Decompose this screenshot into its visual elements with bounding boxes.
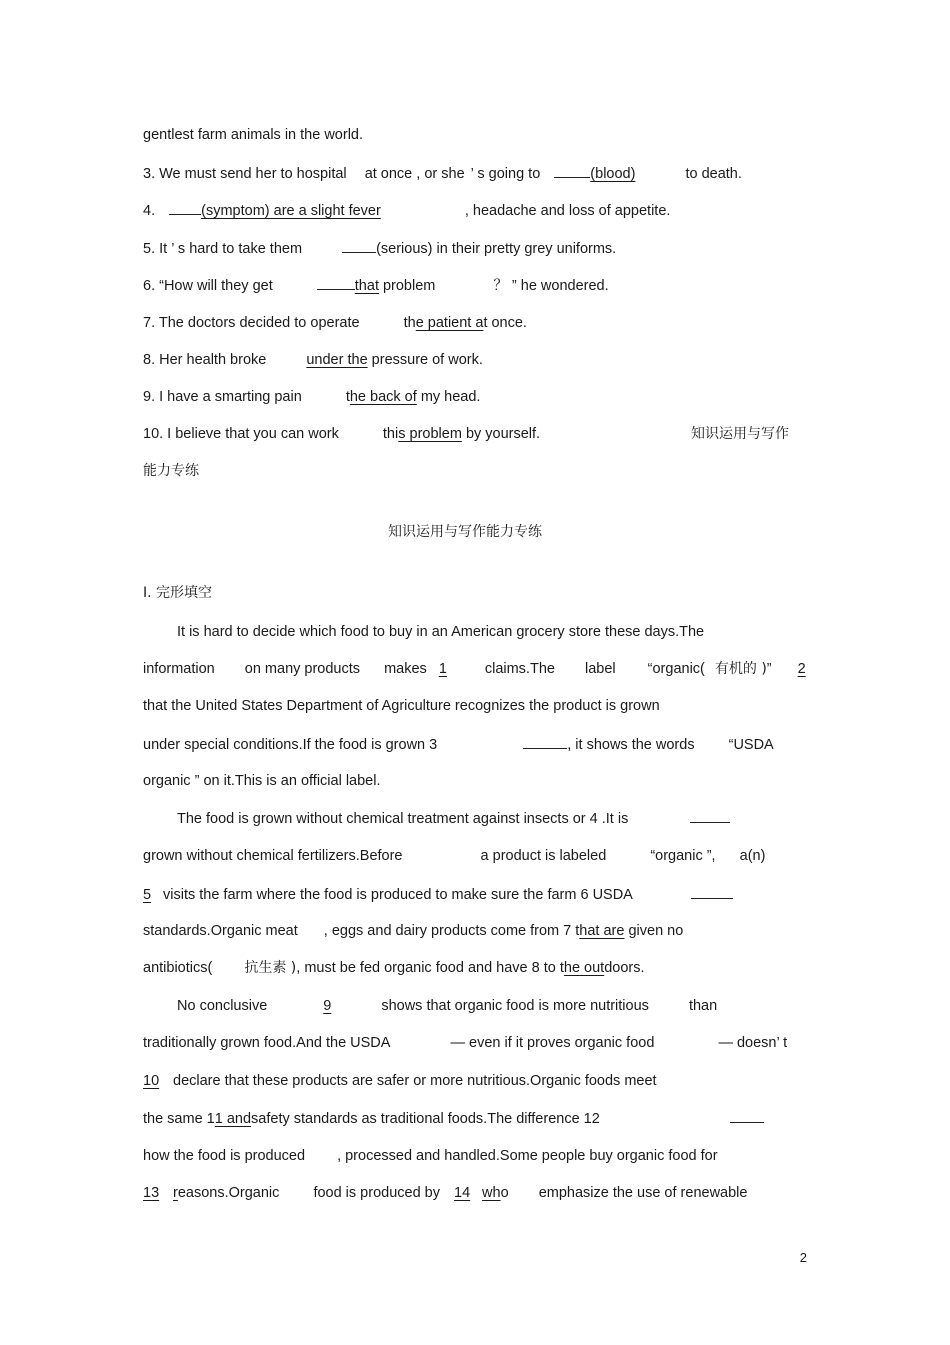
- paragraph-line: that the United States Department of Agriculture recognizes the product is grown: [143, 698, 660, 714]
- answer-blank: [317, 275, 355, 290]
- answer-blank: [691, 884, 733, 899]
- paragraph-line: No conclusive 9 shows that organic food is more nutritious than: [177, 998, 718, 1014]
- paragraph-line: 10 declare that these products are safer or more nutritious.Organic foods meet: [143, 1073, 657, 1089]
- exercise-item-10: 10. I believe that you can work this problem by yourself. 知识运用与写作: [143, 426, 789, 442]
- section-heading: 知识运用与写作能力专练: [388, 524, 542, 540]
- page-number: 2: [799, 1250, 807, 1265]
- paragraph-line: traditionally grown food.And the USDA — even if it proves organic food — doesn’ t: [143, 1035, 788, 1051]
- exercise-item-4: 4. (symptom) are a slight fever , headache and loss of appetite.: [143, 200, 808, 221]
- answer-blank: [730, 1108, 764, 1123]
- answer-blank: [342, 238, 376, 253]
- exercise-item-9: 9. I have a smarting pain the back of my head.: [143, 389, 481, 405]
- section-label: Ⅰ. 完形填空: [143, 585, 213, 601]
- paragraph-line: the same 11 andsafety standards as traditional foods.The difference 12: [143, 1108, 808, 1129]
- paragraph-line: 13 reasons.Organic food is produced by 14 who emphasize the use of renewable: [143, 1185, 748, 1201]
- paragraph-line: how the food is produced , processed and handled.Some people buy organic food for: [143, 1148, 718, 1164]
- paragraph-line: organic ” on it.This is an official label.: [143, 773, 381, 789]
- answer-blank: [554, 163, 590, 178]
- exercise-item-7: 7. The doctors decided to operate the patient at once.: [143, 315, 527, 331]
- paragraph-line: The food is grown without chemical treatment against insects or 4 .It is: [177, 808, 807, 829]
- paragraph-line: standards.Organic meat , eggs and dairy products come from 7 that are given no: [143, 923, 684, 939]
- text-line: gentlest farm animals in the world.: [143, 127, 364, 143]
- text-line: 能力专练: [143, 463, 199, 479]
- paragraph-line: under special conditions.If the food is grown 3 , it shows the words “USDA: [143, 734, 808, 755]
- paragraph-line: information on many products makes 1 claims.The label “organic( 有机的 )” 2: [143, 661, 806, 677]
- exercise-item-6: 6. “How will they get that problem ？ ” he wondered.: [143, 275, 808, 296]
- exercise-item-5: 5. It ’ s hard to take them (serious) in their pretty grey uniforms.: [143, 238, 808, 259]
- answer-blank: [523, 734, 567, 749]
- exercise-item-3: 3. We must send her to hospital at once , or she ’ s going to (blood) to death.: [143, 163, 808, 184]
- answer-blank: [169, 200, 201, 215]
- paragraph-line: 5 visits the farm where the food is produced to make sure the farm 6 USDA: [143, 884, 808, 905]
- paragraph-line: grown without chemical fertilizers.Before a product is labeled “organic ”, a(n): [143, 848, 766, 864]
- paragraph-line: antibiotics( 抗生素 ), must be fed organic food and have 8 to the outdoors.: [143, 960, 645, 976]
- answer-blank: [690, 808, 730, 823]
- paragraph-line: It is hard to decide which food to buy in an American grocery store these days.The: [177, 624, 705, 640]
- exercise-item-8: 8. Her health broke under the pressure of work.: [143, 352, 483, 368]
